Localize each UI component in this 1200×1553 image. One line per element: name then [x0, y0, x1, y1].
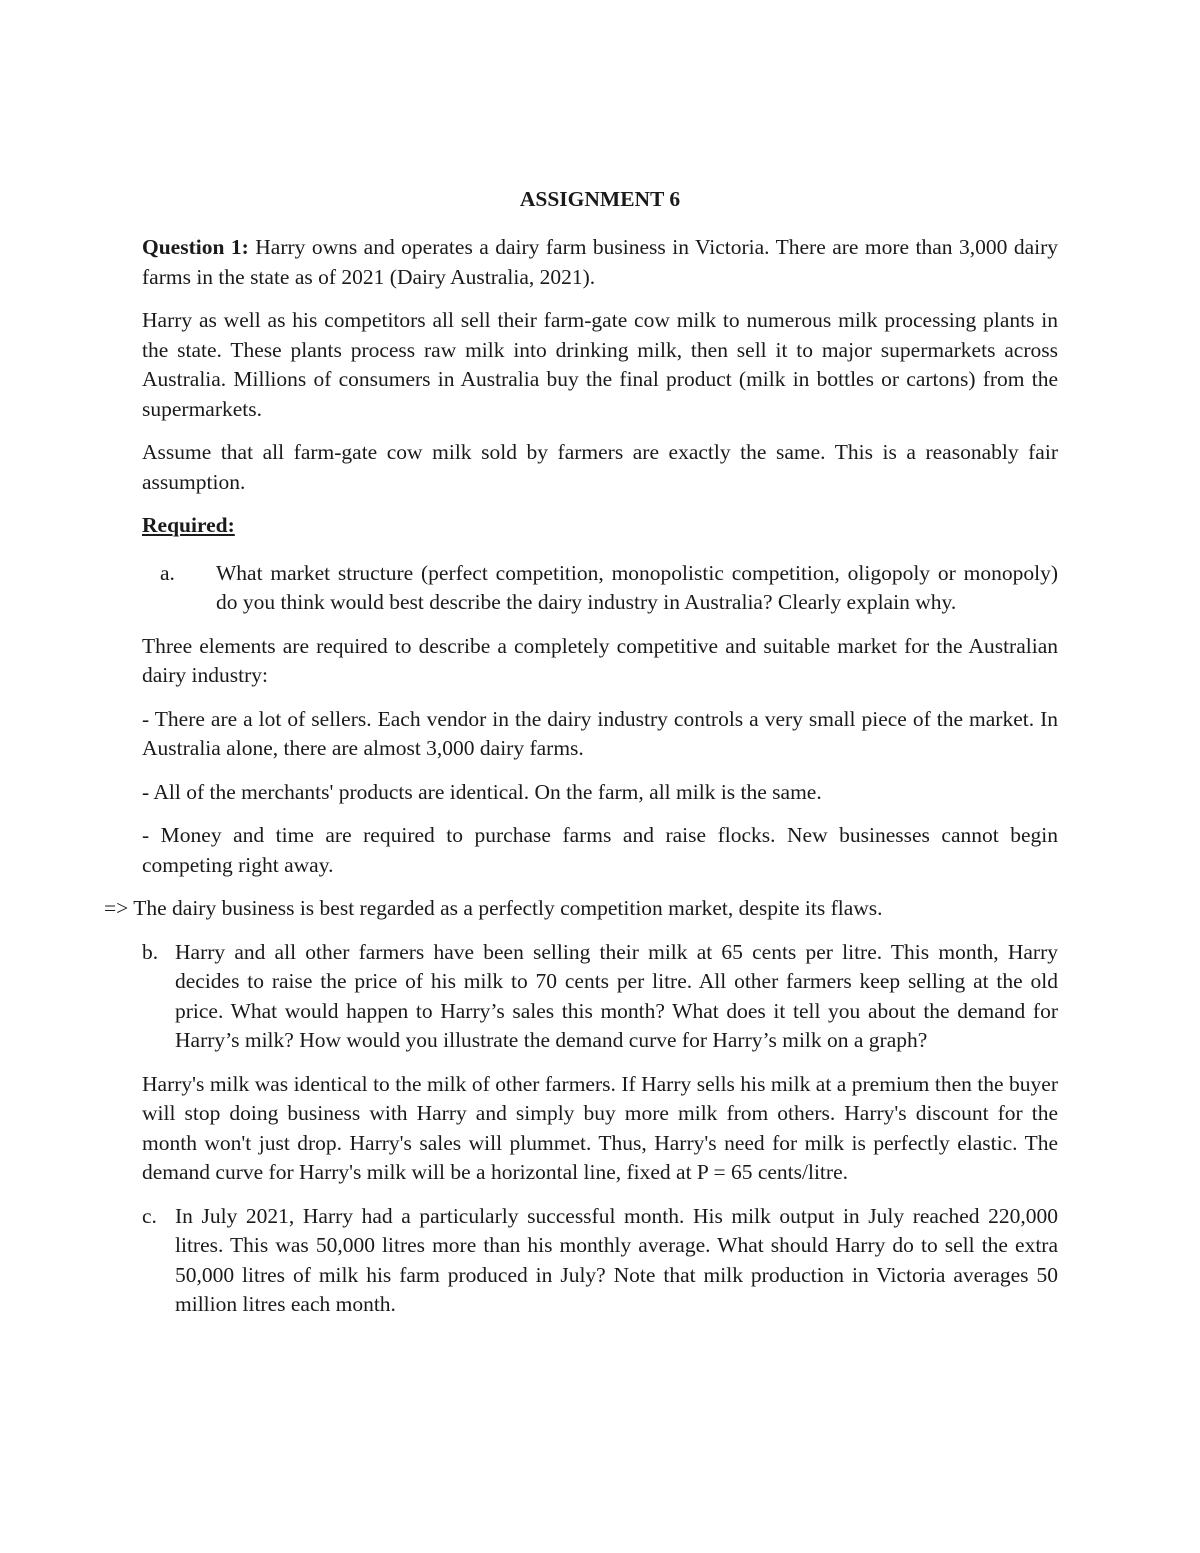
- list-text-a: What market structure (perfect competition, monopolistic competition, oligopoly or monopoly) do you think would best describe the dairy industry in Australia? Clearly explain why.: [216, 560, 1058, 614]
- document-page: [104, 184, 1058, 1334]
- required-heading: Required:: [142, 513, 235, 537]
- answer-a-point-1: - There are a lot of sellers. Each vendor in the dairy industry controls a very small piece of the market. In Australia alone, there are almost 3,000 dairy farms.: [142, 706, 1058, 760]
- list-item-c: [142, 1202, 1058, 1320]
- intro-paragraph-2: Harry as well as his competitors all sell their farm-gate cow milk to numerous milk processing plants in the state. These plants process raw milk into drinking milk, then sell it to major supermarkets across Australia. Millions of consumers in Australia buy the final product (milk in bottles or cartons) from the supermarkets.: [142, 308, 1058, 421]
- list-item-b: [142, 938, 1058, 1056]
- list-text-b: Harry and all other farmers have been selling their milk at 65 cents per litre. This month, Harry decides to raise the price of his milk to 70 cents per litre. All other farmers keep selling at the old price. What would happen to Harry’s sales this month? What does it tell you about the demand for Harry’s milk? How would you illustrate the demand curve for Harry’s milk on a graph?: [175, 939, 1058, 1052]
- list-marker-c: c.: [142, 1203, 157, 1228]
- answer-a-point-3: - Money and time are required to purchase farms and raise flocks. New businesses cannot begin competing right away.: [142, 823, 1058, 877]
- assignment-title: ASSIGNMENT 6: [519, 187, 681, 211]
- answer-a-point-2: - All of the merchants' products are identical. On the farm, all milk is the same.: [142, 779, 822, 804]
- list-marker-b: b.: [142, 939, 159, 964]
- list-item-a: [142, 559, 1058, 618]
- answer-a-intro: Three elements are required to describe a completely competitive and suitable market for the Australian dairy industry:: [142, 633, 1058, 687]
- list-text-c: In July 2021, Harry had a particularly successful month. His milk output in July reached 220,000 litres. This was 50,000 litres more than his monthly average. What should Harry do to sell the extra 50,000 litres of milk his farm produced in July? Note that milk production in Victoria averages 50 million litres each month.: [175, 1203, 1058, 1316]
- question-text: Harry owns and operates a dairy farm business in Victoria. There are more than 3,000 dairy farms in the state as of 2021 (Dairy Australia, 2021).: [142, 235, 1058, 289]
- question-1-paragraph: [142, 233, 1058, 292]
- answer-a-conclusion: => The dairy business is best regarded as a perfectly competition market, despite its flaws.: [104, 896, 883, 920]
- intro-paragraph-3: Assume that all farm-gate cow milk sold by farmers are exactly the same. This is a reasonably fair assumption.: [142, 440, 1058, 494]
- question-label: Question 1:: [142, 235, 249, 259]
- list-marker-a: a.: [160, 560, 175, 585]
- answer-b-paragraph: Harry's milk was identical to the milk of other farmers. If Harry sells his milk at a premium then the buyer will stop doing business with Harry and simply buy more milk from others. Harry's discount for the month won't just drop. Harry's sales will plummet. Thus, Harry's need for milk is perfectly elastic. The demand curve for Harry's milk will be a horizontal line, fixed at P = 65 cents/litre.: [142, 1071, 1058, 1184]
